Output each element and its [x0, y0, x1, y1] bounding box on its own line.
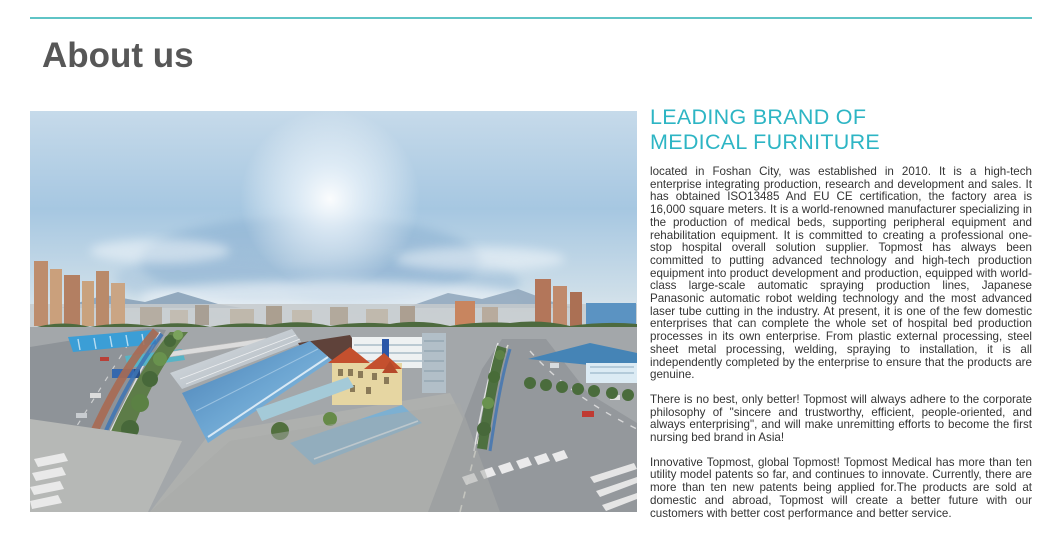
- about-paragraph-1: located in Foshan City, was established in 2010. It is a high-tech enterprise integrating production, research and development and sales. It has obtained ISO13485 And EU CE certification, the factory area is 16,000 square meters. It is a world-renowned manufacturer specializing in the production of medical beds, supporting peripheral equipment and rehabilitation equipment. It is committed to creating a professional one-stop hospital overall solution supplier. Topmost has always been committed to putting advanced technology and high-tech production equipment into product development and production, equipped with world-class large-scale automatic spraying production lines, Japanese Panasonic automatic robot welding technology and the most advanced laser tube cutting in the industry. At present, it is one of the few domestic enterprises that can complete the whole set of hospital bed production processes in its own enterprise. From plastic external processing, steel sheet metal processing, welding, spraying to installation, it is all independently completed by the enterprise to ensure that the products are genuine.: [650, 165, 1032, 382]
- section-heading: [650, 105, 1032, 155]
- about-text-column: [650, 105, 1032, 532]
- page-title: About us: [42, 36, 194, 75]
- factory-aerial-photo: [30, 111, 637, 512]
- about-paragraph-2: There is no best, only better! Topmost will always adhere to the corporate philosophy of "sincere and trustworthy, efficient, people-oriented, and always enterprising", and will make unremitting efforts to become the first nursing bed brand in Asia!: [650, 392, 1032, 445]
- top-accent-line: [30, 17, 1032, 19]
- about-paragraph-3: Innovative Topmost, global Topmost! Topmost Medical has more than ten utility model patents so far, and continues to innovate. Currently, there are more than ten new patents being applied for.The products are sold at domestic and abroad, Topmost will create a better future with our customers with better cost performance and better service.: [650, 455, 1032, 520]
- section-heading-line2: MEDICAL FURNITURE: [650, 130, 881, 154]
- factory-aerial-panorama-graphic: [30, 111, 637, 512]
- section-heading-line1: LEADING BRAND OF: [650, 105, 867, 129]
